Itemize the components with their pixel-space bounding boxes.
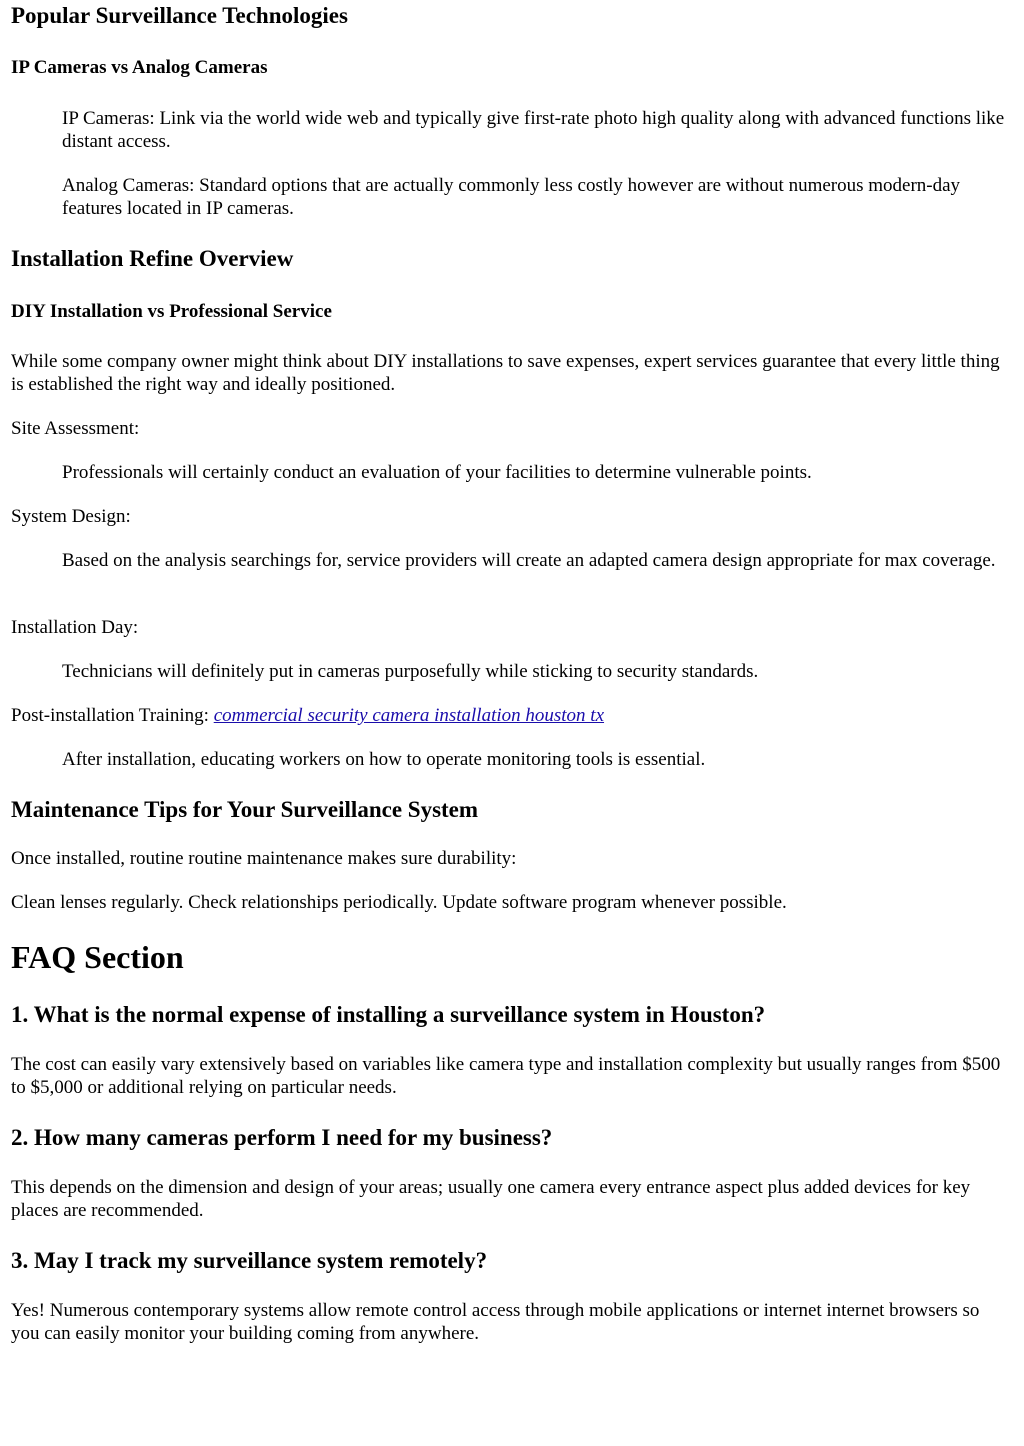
subsection-title-diy-vs-pro: DIY Installation vs Professional Service [11,301,332,322]
faq-title: FAQ Section [11,939,184,975]
faq-answer-2: This depends on the dimension and design of your areas; usually one camera every entrance aspect plus added devices for key places are recommended. [11,1177,971,1221]
subsection-title-ip-vs-analog: IP Cameras vs Analog Cameras [11,57,268,78]
step-desc-system-design: Based on the analysis searchings for, service providers will create an adapted camera design appropriate for max coverage. [62,550,996,571]
step-term-system-design: System Design: [11,506,131,527]
step-term-installation-day: Installation Day: [11,617,139,638]
commercial-security-link[interactable]: commercial security camera installation houston tx [213,705,605,726]
step-term-post-installation [11,704,1010,727]
maintenance-intro: Once installed, routine routine maintenance makes sure durability: [11,848,517,869]
faq-question-2: 2. How many cameras perform I need for my business? [11,1125,553,1150]
installation-intro: While some company owner might think about DIY installations to save expenses, expert services guarantee that every little thing is established the right way and ideally positioned. [11,351,1000,395]
step-desc-post-installation: After installation, educating workers on how to operate monitoring tools is essential. [62,749,706,770]
list-item-analog-cameras: Analog Cameras: Standard options that are actually commonly less costly however are without numerous modern-day features located in IP cameras. [62,175,961,219]
faq-answer-1: The cost can easily vary extensively based on variables like camera type and installation complexity but usually ranges from $500 to $5,000 or additional relying on particular needs. [11,1054,1001,1098]
faq-question-1: 1. What is the normal expense of installing a surveillance system in Houston? [11,1002,766,1027]
step-desc-site-assessment: Professionals will certainly conduct an evaluation of your facilities to determine vulnerable points. [62,462,812,483]
section-title-maintenance: Maintenance Tips for Your Surveillance System [11,797,479,822]
list-item-ip-cameras: IP Cameras: Link via the world wide web and typically give first-rate photo high quality along with advanced functions like distant access. [62,108,1005,152]
faq-answer-3: Yes! Numerous contemporary systems allow remote control access through mobile applications or internet internet browsers so you can easily monitor your building coming from anywhere. [11,1300,980,1344]
step-term-site-assessment: Site Assessment: [11,418,140,439]
faq-question-3: 3. May I track my surveillance system remotely? [11,1248,488,1273]
section-title-popular: Popular Surveillance Technologies [11,3,348,28]
maintenance-tips: Clean lenses regularly. Check relationships periodically. Update software program whenever possible. [11,892,787,913]
section-title-installation: Installation Refine Overview [11,246,294,271]
step-desc-installation-day: Technicians will definitely put in cameras purposefully while sticking to security standards. [62,661,759,682]
step-term-post-installation-label: Post-installation Training: [11,705,209,726]
